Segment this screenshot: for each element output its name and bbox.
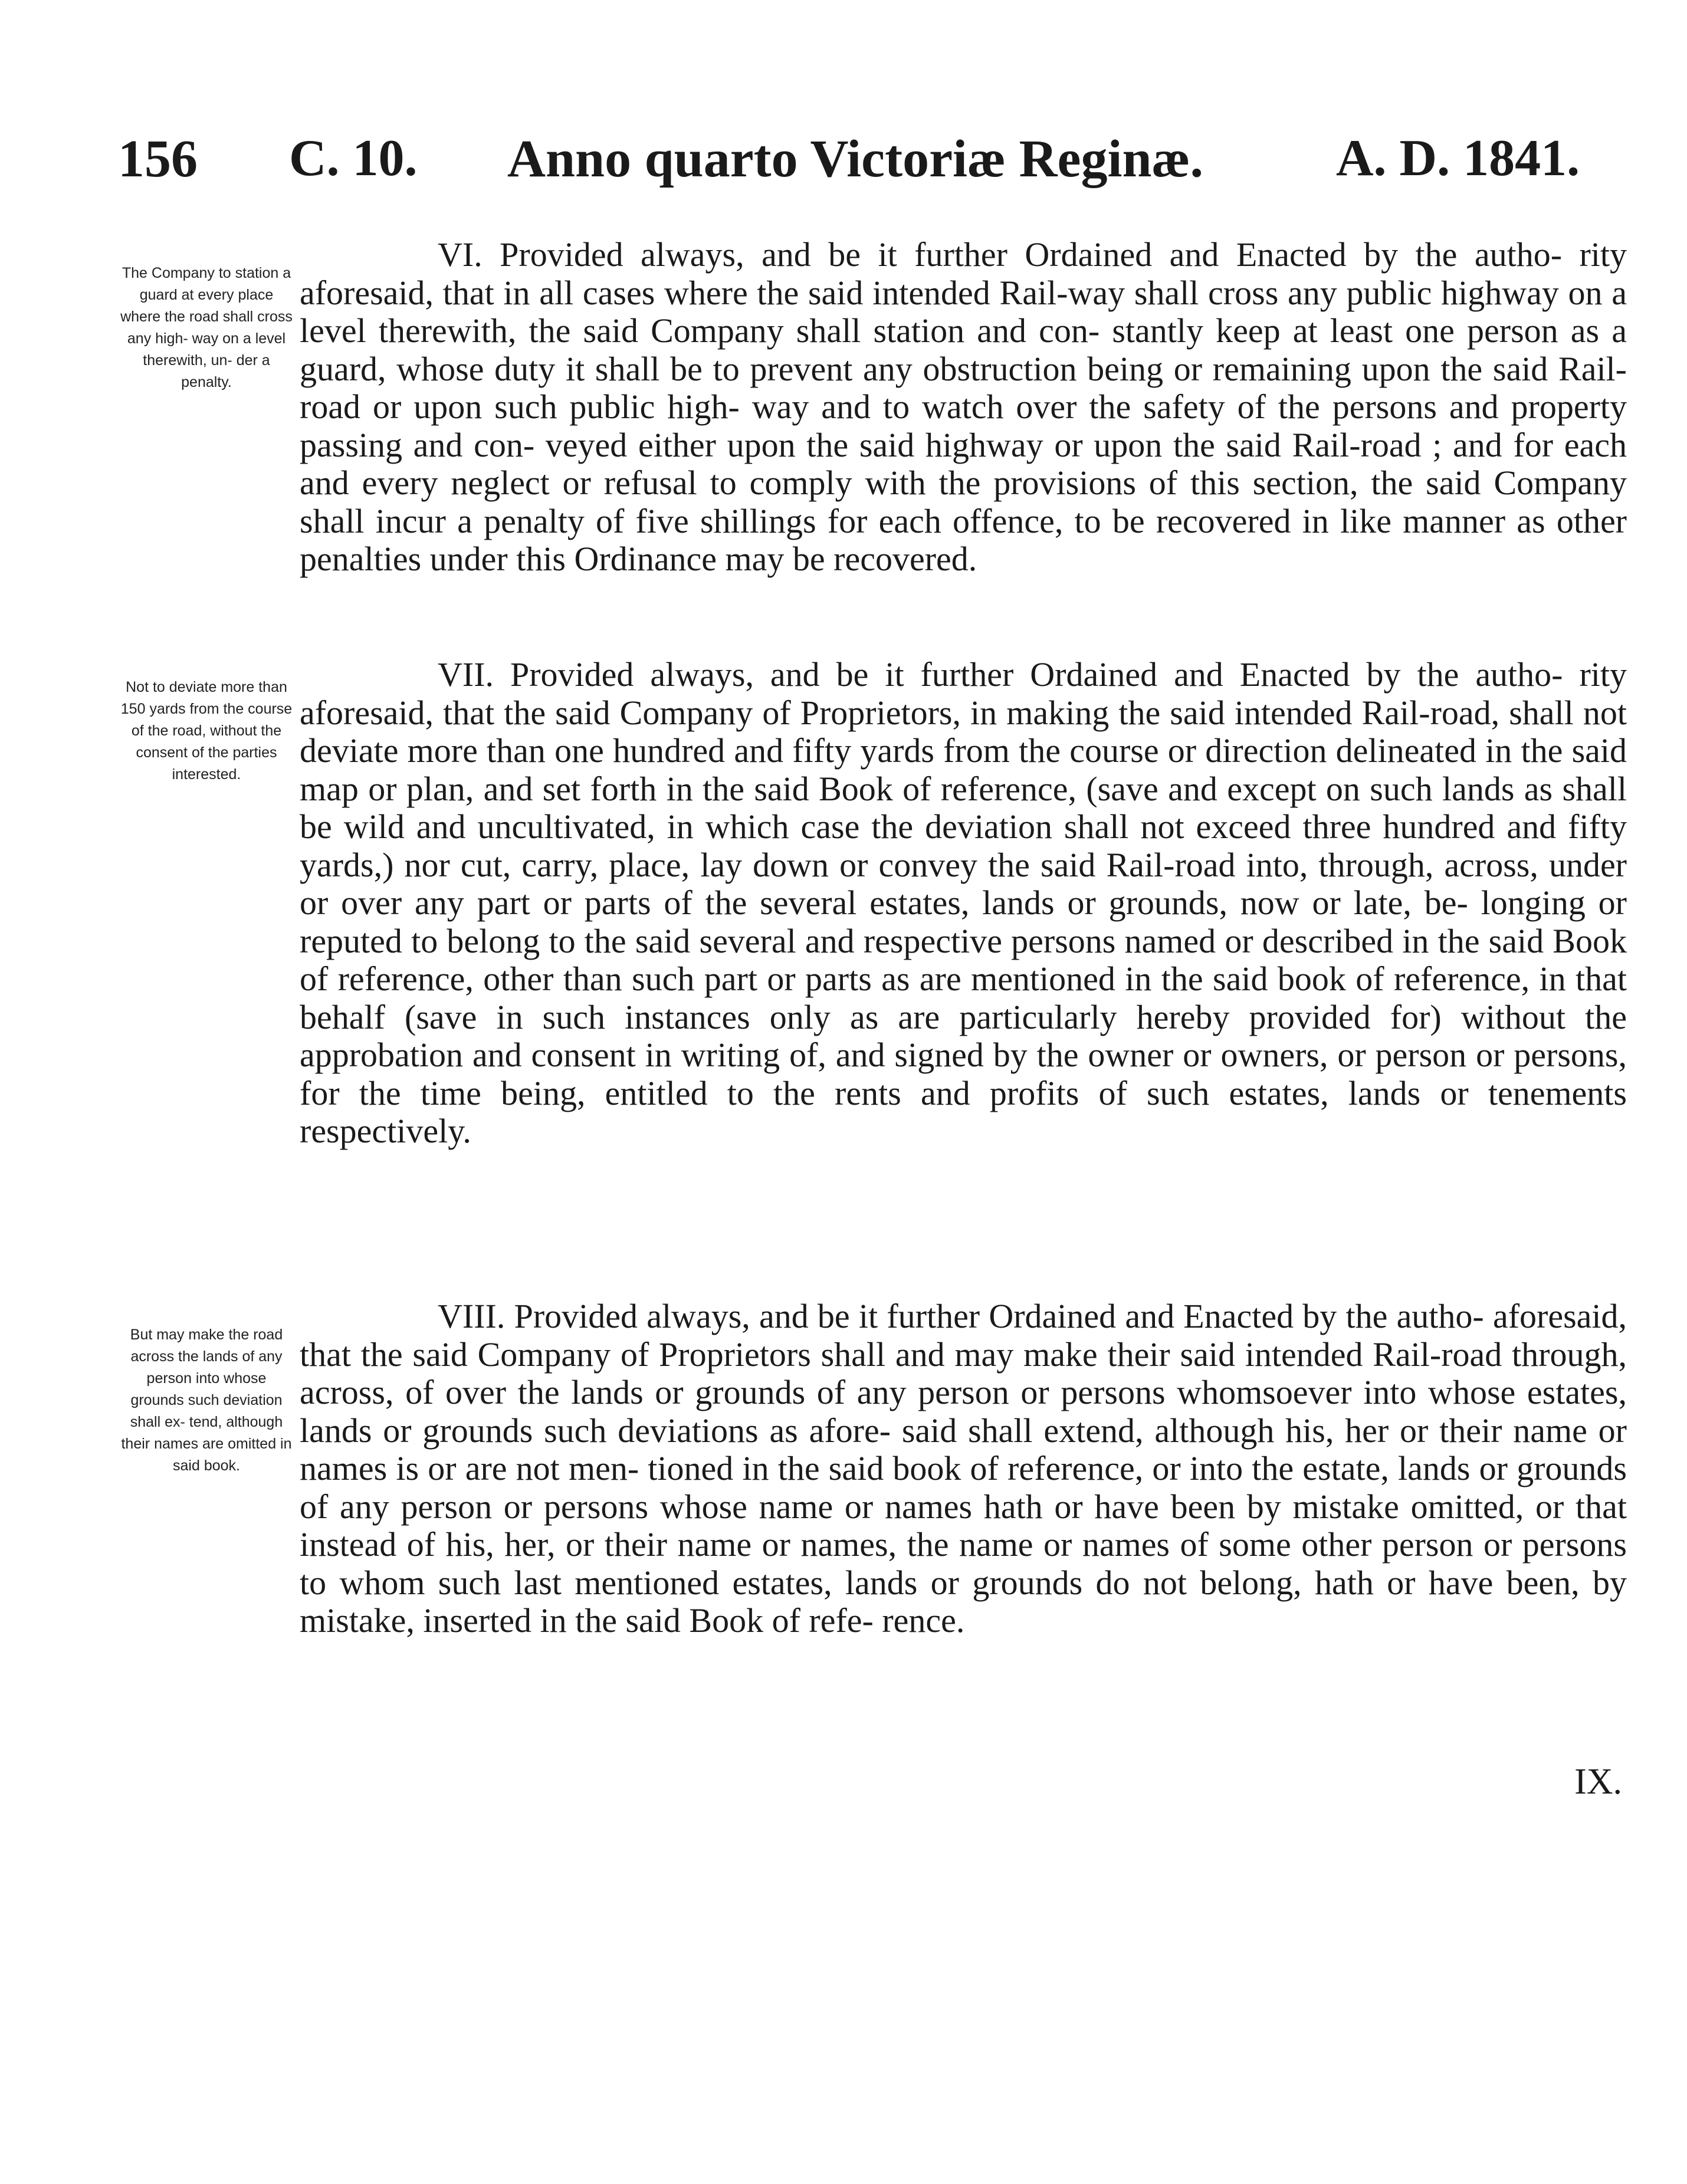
section-number: VIII. <box>438 1297 506 1335</box>
page-number: 156 <box>118 130 198 188</box>
chapter-number: C. 10. <box>289 130 418 187</box>
section-body <box>300 1298 1627 1640</box>
section-body <box>300 236 1627 579</box>
section-text: Provided always, and be it further Ordained and Enacted by the autho- aforesaid, that the said Company of Proprietors shall and may make their said intended Rail-road through, across, of over the lands or grounds of any person or persons whomsoever into whose estates, lands or grounds such deviations as afore- said shall extend, although his, her or their name or names is or are not men- tioned in the said book of reference, or into the estate, lands or grounds of any person or persons whose name or names hath or have been by mistake omitted, or that instead of his, her, or their name or names, the name or names of some other person or persons to whom such last mentioned estates, lands or grounds do not belong, hath or have been, by mistake, inserted in the said Book of refe- rence. <box>300 1297 1627 1640</box>
section-text: Provided always, and be it further Ordained and Enacted by the autho- rity aforesaid, that the said Company of Proprietors, in making the said intended Rail-road, shall not deviate more than one hundred and fifty yards from the course or direction delineated in the said map or plan, and set forth in the said Book of reference, (save and except on such lands as shall be wild and uncultivated, in which case the deviation shall not exceed three hundred and fifty yards,) nor cut, carry, place, lay down or convey the said Rail-road into, through, across, under or over any part or parts of the several estates, lands or grounds, now or late, be- longing or reputed to belong to the said several and respective persons named or described in the said Book of reference, other than such part or parts as are mentioned in the said book of reference, in that behalf (save in such instances only as are particularly hereby provided for) without the approbation and consent in writing of, and signed by the owner or owners, or person or persons, for the time being, entitled to the rents and profits of such estates, lands or tenements respectively. <box>300 655 1627 1150</box>
year: A. D. 1841. <box>1336 130 1580 187</box>
section-number: VII. <box>438 655 494 694</box>
section-text: Provided always, and be it further Ordained and Enacted by the autho- rity aforesaid, that in all cases where the said intended Rail-way shall cross any public highway on a level therewith, the said Company shall station and con- stantly keep at least one person as a guard, whose duty it shall be to prevent any obstruction being or remaining upon the said Rail-road or upon such public high- way and to watch over the safety of the persons and property passing and con- veyed either upon the said highway or upon the said Rail-road ; and for each and every neglect or refusal to comply with the provisions of this section, the said Company shall incur a penalty of five shillings for each offence, to be recovered in like manner as other penalties under this Ordinance may be recovered. <box>300 235 1627 578</box>
margin-note: The Company to station a guard at every place where the road shall cross any high- way on a level therewith, un- der a penalty. <box>120 265 293 390</box>
section-body <box>300 656 1627 1151</box>
running-title: Anno quarto Victoriæ Reginæ. <box>507 130 1204 188</box>
margin-note: Not to deviate more than 150 yards from the course of the road, without the consent of the parties interested. <box>120 679 293 783</box>
section-number: VI. <box>438 235 483 274</box>
margin-note: But may make the road across the lands of any person into whose grounds such deviation shall ex- tend, although their names are omitted in said book. <box>121 1326 292 1474</box>
catchword: IX. <box>1574 1762 1622 1802</box>
